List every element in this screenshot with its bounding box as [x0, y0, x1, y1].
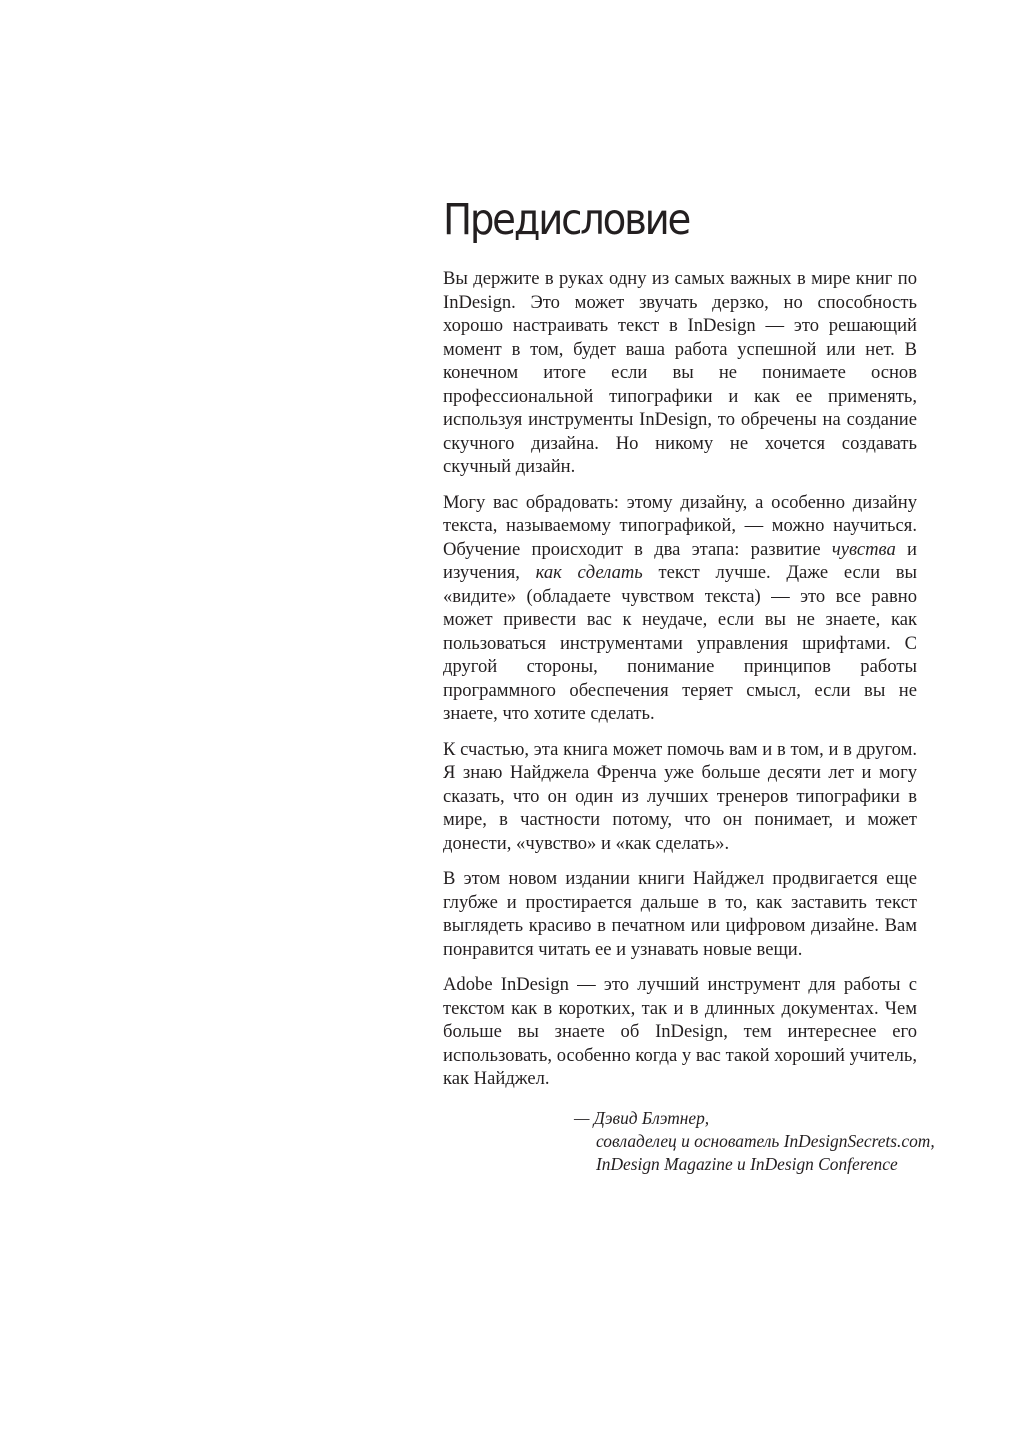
signature-author-affiliations: InDesign Magazine и InDesign Conference [596, 1153, 898, 1174]
paragraph-2 [443, 491, 917, 726]
paragraph-1: Вы держите в руках одну из самых важных в мире книг по InDesign. Это может звучать дерзко, но способность хорошо настраивать текст в InDesign — это решающий момент в том, будет ваша работа успешной или нет. В конечном итоге если вы не понимаете основ профессиональной типографики и как ее применять, используя инструменты InDesign, то обречены на создание скучного дизайна. Но никому не хочется создавать скучный дизайн. [443, 268, 917, 477]
paragraph-2-emphasis-feeling: чувства [831, 538, 896, 560]
paragraph-4: В этом новом издании книги Найджел продвигается еще глубже и простирается дальше в то, как заставить текст выглядеть красиво в печатном или цифровом дизайне. Вам понравится читать ее и узнавать новые вещи. [443, 868, 917, 960]
paragraph-2-text-b: и изучения, [443, 538, 917, 583]
author-signature [574, 1107, 935, 1176]
page-title: Предисловие [443, 195, 690, 245]
paragraph-3: К счастью, эта книга может помочь вам и в том, и в другом. Я знаю Найджела Френча уже больше десяти лет и могу сказать, что он один из лучших тренеров типографики в мире, в частности потому, что он понимает, и может донести, «чувство» и «как сделать». [443, 738, 917, 854]
preface-section [443, 192, 935, 1176]
paragraph-2-text-c: текст лучше. Даже если вы «видите» (обладаете чувством текста) — это все равно может привести вас к неудаче, если вы не знаете, как пользоваться инструментами управления шрифтами. С другой стороны, понимание принципов работы программного обеспечения теряет смысл, если вы не знаете, что хотите сделать. [443, 562, 918, 724]
paragraph-2-emphasis-how-to: как сделать [535, 562, 643, 583]
paragraph-2-text-a: Могу вас обрадовать: этому дизайну, а особенно дизайну текста, называемому типографикой, — можно научиться. Обучение происходит в два этапа: развитие [443, 491, 917, 560]
paragraph-5: Adobe InDesign — это лучший инструмент для работы с текстом как в коротких, так и в длинных документах. Чем больше вы знаете об InDesign, тем интереснее его использовать, особенно когда у вас такой хороший учитель, как Найджел. [443, 974, 917, 1089]
signature-author-name: — Дэвид Блэтнер, [574, 1107, 710, 1128]
signature-author-role: совладелец и основатель InDesignSecrets.com, [596, 1130, 935, 1151]
